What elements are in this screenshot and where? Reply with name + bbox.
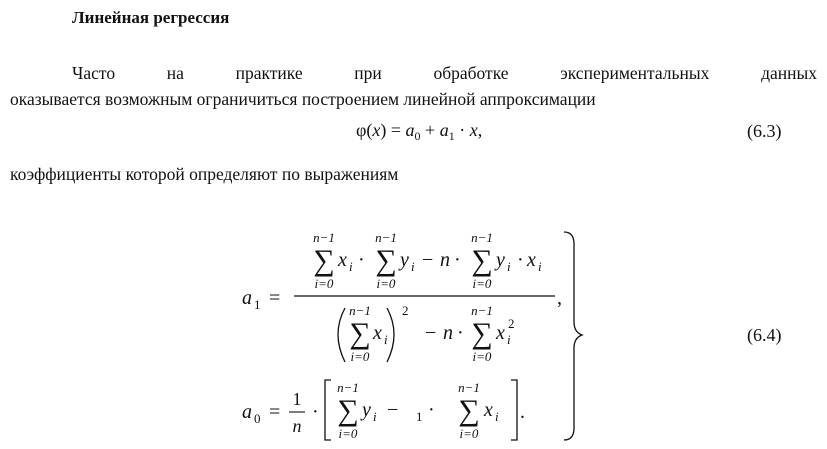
svg-text:·: · (312, 401, 319, 423)
svg-text:∑: ∑ (458, 394, 480, 427)
paragraph-coefficients: коэффициенты которой определяют по выражениям (10, 164, 399, 184)
svg-text:∑: ∑ (313, 244, 335, 277)
svg-text:∑: ∑ (471, 244, 493, 277)
svg-text:.: . (520, 401, 525, 423)
svg-text:n−1: n−1 (337, 380, 359, 395)
svg-text:a: a (242, 287, 252, 309)
section-title: Линейная регрессия (72, 8, 230, 27)
svg-text:i=0: i=0 (472, 276, 492, 291)
svg-text:i: i (495, 409, 499, 424)
svg-text:i=0: i=0 (472, 349, 492, 364)
svg-text:∑: ∑ (471, 317, 493, 350)
svg-text:n: n (292, 416, 302, 436)
svg-text:x: x (484, 399, 493, 421)
svg-text:i: i (373, 409, 377, 424)
svg-text:n: n (440, 249, 450, 271)
svg-text:i=0: i=0 (314, 276, 334, 291)
svg-text:n−1: n−1 (471, 230, 493, 245)
a0-equation (242, 380, 525, 441)
svg-text:y: y (496, 249, 505, 271)
svg-text:1: 1 (416, 409, 423, 424)
svg-text:·: · (428, 399, 435, 421)
svg-text:i: i (411, 259, 415, 274)
svg-text:x: x (338, 249, 347, 271)
svg-text:−: − (425, 322, 437, 344)
equation-6-3: $\varphi(x) = a_0 + a_1 \cdot x$, (356, 120, 483, 143)
svg-text:x: x (527, 249, 536, 271)
svg-text:n: n (443, 322, 453, 344)
svg-text:·: · (517, 249, 524, 271)
svg-text:∑: ∑ (375, 244, 397, 277)
svg-text:·: · (358, 249, 365, 271)
svg-text:y: y (400, 249, 409, 271)
numerator (313, 230, 542, 291)
svg-text:i=0: i=0 (350, 349, 370, 364)
svg-text:−: − (387, 399, 399, 421)
svg-text:·: · (457, 322, 464, 344)
svg-text:i=0: i=0 (376, 276, 396, 291)
svg-text:2: 2 (402, 303, 409, 318)
svg-text:0: 0 (254, 411, 261, 426)
svg-text:1: 1 (292, 389, 302, 409)
svg-text:i: i (507, 259, 511, 274)
svg-text:−: − (422, 249, 434, 271)
svg-text:i: i (384, 332, 388, 347)
svg-text:x: x (373, 322, 382, 344)
svg-text:1: 1 (254, 297, 261, 312)
paragraph-line-2: оказывается возможным ограничиться построением линейной аппроксимации (10, 89, 596, 109)
svg-text:i: i (507, 332, 511, 347)
svg-text:i=0: i=0 (338, 426, 358, 441)
svg-text:2: 2 (508, 316, 515, 331)
svg-text:∑: ∑ (349, 317, 371, 350)
svg-text:=: = (269, 287, 281, 309)
svg-text:n−1: n−1 (471, 303, 493, 318)
svg-text:n−1: n−1 (349, 303, 371, 318)
svg-text:=: = (269, 401, 281, 423)
svg-text:n−1: n−1 (313, 230, 335, 245)
denominator (338, 303, 515, 364)
svg-text:n−1: n−1 (458, 380, 480, 395)
svg-text:·: · (454, 249, 461, 271)
svg-text:i: i (349, 259, 353, 274)
svg-text:x: x (496, 322, 505, 344)
a1-lhs (242, 287, 280, 312)
svg-text:i=0: i=0 (459, 426, 479, 441)
equation-number-6-3: (6.3) (747, 121, 782, 141)
paragraph-line-1: Часто на практике при обработке экспериментальных данных (72, 63, 817, 83)
right-curly-brace (564, 232, 582, 440)
svg-text:i: i (538, 259, 542, 274)
svg-text:a: a (242, 401, 252, 423)
svg-text:,: , (557, 287, 562, 309)
svg-text:n−1: n−1 (375, 230, 397, 245)
svg-text:∑: ∑ (337, 394, 359, 427)
equation-number-6-4: (6.4) (747, 325, 782, 345)
svg-text:y: y (362, 399, 371, 421)
